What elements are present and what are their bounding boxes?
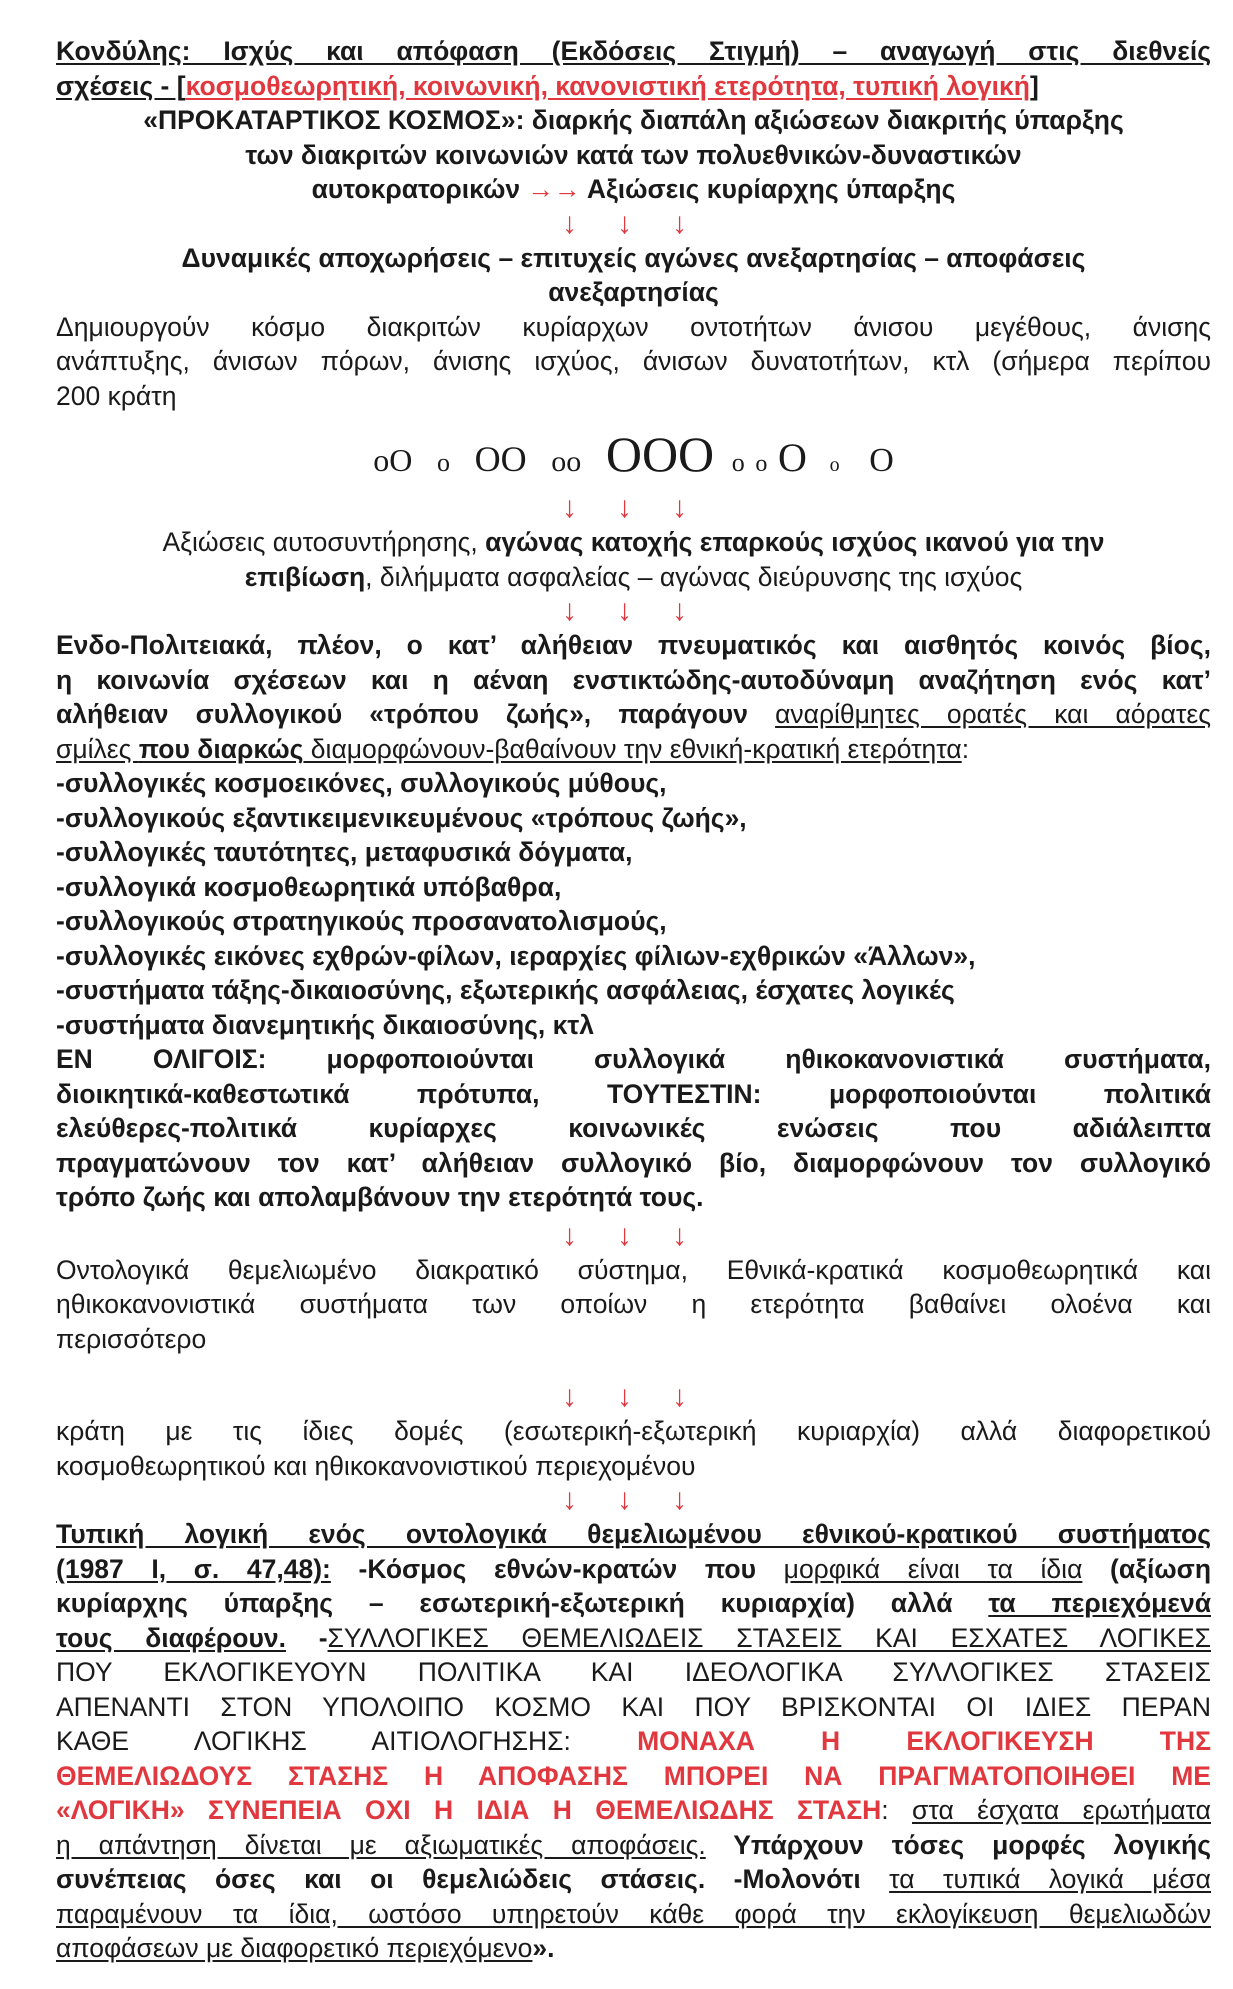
citation: (1987 Ι, σ. 47,48): bbox=[56, 1553, 331, 1584]
formal-logic-line3-bold: κυρίαρχης ύπαρξης – εσωτερική-εξωτερική κυριαρχία) αλλά bbox=[56, 1588, 989, 1618]
unequal-world-line1: Δημιουργούν κόσμο διακριτών κυρίαρχων οντοτήτων άνισου μεγέθους, άνισης bbox=[56, 311, 1211, 342]
formal-logic-line7-red: ΜΟΝΑΧΑ Η ΕΚΛΟΓΙΚΕΥΣΗ ΤΗΣ bbox=[637, 1726, 1211, 1756]
down-arrows-1 bbox=[56, 207, 1211, 241]
in-short-line4: πραγματώνουν τον κατ’ αλήθειαν συλλογικό βίο, διαμορφώνουν τον συλλογικό bbox=[56, 1147, 1211, 1178]
in-short-line1: ΕΝ ΟΛΙΓΟΙΣ: μορφοποιούνται συλλογικά ηθικοκανονιστικά συστήματα, bbox=[56, 1044, 1211, 1074]
down-arrow-icon: ↓ bbox=[672, 1218, 705, 1252]
circle-glyph: o bbox=[755, 451, 768, 477]
preliminary-world-line3 bbox=[56, 172, 1211, 207]
in-short-line2: διοικητικά-καθεστωτικά πρότυπα, ΤΟΥΤΕΣΤΙΝ: μορφοποιούνται πολιτικά bbox=[56, 1078, 1211, 1109]
preliminary-world-line1: «ΠΡΟΚΑΤΑΡΤΙΚΟΣ ΚΟΣΜΟΣ»: διαρκής διαπάλη αξιώσεων διακριτής ύπαρξης bbox=[143, 105, 1124, 135]
differ-phrase: τους διαφέρουν. bbox=[56, 1622, 286, 1653]
formal-logic-line11-bold: συνέπειας όσες και οι θεμελιώδεις στάσεις. -Μολονότι bbox=[56, 1864, 890, 1894]
intra-state-line3 bbox=[56, 697, 1211, 732]
list-item: -συλλογικές εικόνες εχθρών-φίλων, ιεραρχίες φίλιων-εχθρικών «Άλλων», bbox=[56, 940, 976, 971]
down-arrow-icon: ↓ bbox=[562, 206, 595, 240]
ontological-system-line1: Οντολογικά θεμελιωμένο διακρατικό σύστημα, Εθνικά-κρατικά κοσμοθεωρητικά και bbox=[56, 1254, 1211, 1285]
collective-list bbox=[56, 766, 1211, 1042]
preliminary-world-line3-end: Αξιώσεις κυρίαρχης ύπαρξης bbox=[580, 174, 956, 204]
down-arrows-5 bbox=[56, 1380, 1211, 1414]
down-arrows-4 bbox=[56, 1219, 1211, 1253]
down-arrow-icon: ↓ bbox=[562, 594, 595, 627]
formal-logic-line10-bold: Υπάρχουν τόσες μορφές λογικής bbox=[705, 1829, 1211, 1860]
header-red-keywords: κοσμοθεωρητική, κοινωνική, κανονιστική ετερότητα, τυπική λογική bbox=[185, 70, 1030, 101]
circle-glyph: o bbox=[731, 448, 745, 477]
circle-glyph: OOO bbox=[605, 426, 715, 482]
document-body bbox=[56, 34, 1211, 1966]
independence-line2: ανεξαρτησίας bbox=[548, 277, 719, 307]
self-preservation-end: , διλήμματα ασφαλείας – αγώνας διεύρυνσης της ισχύος bbox=[365, 561, 1023, 592]
formal-logic-line13 bbox=[56, 1931, 1211, 1966]
dash: - bbox=[285, 1622, 328, 1653]
down-arrow-icon: ↓ bbox=[562, 1483, 595, 1516]
down-arrows-6 bbox=[56, 1483, 1211, 1517]
spacer bbox=[56, 1356, 1211, 1380]
down-arrow-icon: ↓ bbox=[672, 594, 705, 627]
unequal-world-line2: ανάπτυξης, άνισων πόρων, άνισης ισχύος, άνισων δυνατοτήτων, κτλ (σήμερα περίπου bbox=[56, 346, 1211, 376]
axiomatic-decisions-phrase: η απάντηση δίνεται με αξιωματικές αποφάσεις. bbox=[56, 1829, 706, 1860]
down-arrow-icon: ↓ bbox=[562, 491, 595, 524]
down-arrow-icon: ↓ bbox=[562, 1218, 595, 1252]
formal-logic-line9 bbox=[56, 1793, 1211, 1828]
intra-state-line1: Ενδο-Πολιτειακά, πλέον, ο κατ’ αλήθειαν πνευματικός και αισθητός κοινός βίος, bbox=[56, 630, 1211, 660]
intra-state-line2: η κοινωνία σχέσεων και η αέναη ενστικτώδης-αυτοδύναμη αναζήτηση ενός κατ’ bbox=[56, 664, 1211, 695]
header-title-line2 bbox=[56, 69, 1211, 104]
down-arrow-icon: ↓ bbox=[672, 1380, 705, 1413]
formal-logic-line10 bbox=[56, 1828, 1211, 1863]
down-arrow-icon: ↓ bbox=[617, 206, 650, 240]
formal-logic-line2-bold2: (αξίωση bbox=[1082, 1553, 1212, 1584]
down-arrow-icon: ↓ bbox=[617, 1218, 650, 1252]
colon: : bbox=[881, 1795, 913, 1825]
formal-logic-line8: ΘΕΜΕΛΙΩΔΟΥΣ ΣΤΑΣΗΣ Η ΑΠΟΦΑΣΗΣ ΜΠΟΡΕΙ ΝΑ ΠΡΑΓΜΑΤΟΠΟΙΗΘΕΙ ΜΕ bbox=[56, 1760, 1211, 1791]
list-item: -συλλογικούς εξαντικειμενικευμένους «τρόπους ζωής», bbox=[56, 802, 747, 833]
continually-phrase: που διαρκώς bbox=[138, 733, 304, 764]
circle-glyph: o bbox=[436, 448, 450, 477]
circle-glyph: O bbox=[778, 435, 807, 480]
double-right-arrow-icon: →→ bbox=[527, 174, 581, 204]
preliminary-world-line2: των διακριτών κοινωνιών κατά των πολυεθνικών-δυναστικών bbox=[245, 139, 1022, 170]
down-arrows-2 bbox=[56, 491, 1211, 525]
circle-glyph: o bbox=[829, 454, 840, 476]
down-arrow-icon: ↓ bbox=[617, 1380, 650, 1413]
self-preservation-line1 bbox=[56, 525, 1211, 560]
in-short-line5: τρόπο ζωής και απολαμβάνουν την ετερότητά τους. bbox=[56, 1182, 704, 1212]
circle-glyph: oo bbox=[551, 445, 582, 478]
down-arrow-icon: ↓ bbox=[672, 1483, 705, 1516]
intra-state-line3-bold: αλήθειαν συλλογικού «τρόπου ζωής», παράγουν bbox=[56, 699, 776, 729]
self-preservation-bold: αγώνας κατοχής επαρκούς ισχύος ικανού για την bbox=[485, 527, 1105, 557]
unequal-world-line3: 200 κράτη bbox=[56, 380, 177, 411]
self-preservation-line2 bbox=[56, 560, 1211, 595]
down-arrow-icon: ↓ bbox=[617, 1483, 650, 1516]
formal-logic-title: Τυπική λογική ενός οντολογικά θεμελιωμένου εθνικού-κρατικού συστήματος bbox=[56, 1519, 1211, 1549]
formally-same-phrase: μορφικά είναι τα ίδια bbox=[783, 1553, 1083, 1584]
formal-logic-line9-red: «ΛΟΓΙΚΗ» ΣΥΝΕΠΕΙΑ ΟΧΙ Η ΙΔΙΑ Η ΘΕΜΕΛΙΩΔΗΣ ΣΤΑΣΗ bbox=[56, 1795, 882, 1825]
circle-glyph: oO bbox=[373, 442, 413, 478]
down-arrow-icon: ↓ bbox=[672, 491, 705, 524]
intra-state-line4 bbox=[56, 732, 1211, 767]
same-structures-line1: κράτη με τις ίδιες δομές (εσωτερική-εξωτερική κυριαρχία) αλλά διαφορετικού bbox=[56, 1416, 1211, 1446]
header-title-line1: Κονδύλης: Ισχύς και απόφαση (Εκδόσεις Στιγμή) – αναγωγή στις διεθνείς bbox=[56, 36, 1211, 66]
list-item: -συστήματα τάξης-δικαιοσύνης, εξωτερικής ασφάλειας, έσχατες λογικές bbox=[56, 975, 955, 1005]
down-arrow-icon: ↓ bbox=[562, 1380, 595, 1413]
survival-word: επιβίωση bbox=[244, 561, 366, 592]
down-arrow-icon: ↓ bbox=[617, 491, 650, 524]
different-content-phrase: αποφάσεων με διαφορετικό περιεχόμενο bbox=[56, 1933, 533, 1963]
independence-line1: Δυναμικές αποχωρήσεις – επιτυχείς αγώνες ανεξαρτησίας – αποφάσεις bbox=[181, 242, 1086, 273]
same-structures-line2: κοσμοθεωρητικού και ηθικοκανονιστικού περιεχομένου bbox=[56, 1450, 696, 1481]
closing-quote: ». bbox=[532, 1933, 555, 1963]
in-short-line3: ελεύθερες-πολιτικά κυρίαρχες κοινωνικές ενώσεις που αδιάλειπτα bbox=[56, 1113, 1211, 1143]
header-prefix: σχέσεις - [ bbox=[56, 70, 186, 101]
formal-logic-line3 bbox=[56, 1586, 1211, 1621]
circle-glyph: OO bbox=[474, 439, 527, 479]
down-arrow-icon: ↓ bbox=[672, 206, 705, 240]
header-suffix: ] bbox=[1030, 70, 1039, 101]
ontological-system-line3: περισσότερο bbox=[56, 1323, 207, 1354]
collective-stances-caps: ΣΥΛΛΟΓΙΚΕΣ ΘΕΜΕΛΙΩΔΕΙΣ ΣΤΑΣΕΙΣ ΚΑΙ ΕΣΧΑΤΕΣ ΛΟΓΙΚΕΣ bbox=[327, 1622, 1211, 1653]
list-item: -συλλογικά κοσμοθεωρητικά υπόβαθρα, bbox=[56, 871, 562, 902]
self-preservation-start: Αξιώσεις αυτοσυντήρησης, bbox=[162, 527, 486, 557]
preliminary-world-line3-start: αυτοκρατορικών bbox=[311, 174, 528, 204]
circle-glyph: O bbox=[869, 442, 894, 479]
intra-state-line3-underlined: αναρίθμητες ορατές και αόρατες bbox=[775, 699, 1211, 729]
ontological-system-line2: ηθικοκανονιστικά συστήματα των οποίων η ετερότητα βαθαίνει ολοένα και bbox=[56, 1289, 1211, 1319]
formal-logic-line5: ΠΟΥ ΕΚΛΟΓΙΚΕΥΟΥΝ ΠΟΛΙΤΙΚΑ ΚΑΙ ΙΔΕΟΛΟΓΙΚΑ ΣΥΛΛΟΓΙΚΕΣ ΣΤΑΣΕΙΣ bbox=[56, 1657, 1211, 1687]
otherness-phrase: διαμορφώνουν-βαθαίνουν την εθνική-κρατική ετερότητα bbox=[303, 733, 962, 764]
colon: : bbox=[961, 733, 970, 764]
logical-means-phrase: τα τυπικά λογικά μέσα bbox=[889, 1864, 1211, 1894]
formal-logic-line2-bold: -Κόσμος εθνών-κρατών που bbox=[330, 1553, 784, 1584]
formal-logic-line12: παραμένουν τα ίδια, ωστόσο υπηρετούν κάθε φορά την εκλογίκευση θεμελιωδών bbox=[56, 1898, 1211, 1929]
down-arrow-icon: ↓ bbox=[617, 594, 650, 627]
formal-logic-line7 bbox=[56, 1724, 1211, 1759]
list-item: -συλλογικές ταυτότητες, μεταφυσικά δόγματα, bbox=[56, 837, 633, 867]
contents-phrase: τα περιεχόμενά bbox=[988, 1588, 1211, 1618]
formal-logic-line11 bbox=[56, 1862, 1211, 1897]
list-item: -συστήματα διανεμητικής δικαιοσύνης, κτλ bbox=[56, 1009, 594, 1040]
unequal-states-circles bbox=[56, 423, 1211, 485]
chisels-word: σμίλες bbox=[56, 733, 139, 764]
down-arrows-3 bbox=[56, 594, 1211, 628]
list-item: -συλλογικές κοσμοεικόνες, συλλογικούς μύθους, bbox=[56, 768, 667, 798]
formal-logic-line7-start: ΚΑΘΕ ΛΟΓΙΚΗΣ ΑΙΤΙΟΛΟΓΗΣΗΣ: bbox=[56, 1726, 638, 1756]
ultimate-questions-phrase: στα έσχατα ερωτήματα bbox=[912, 1795, 1211, 1825]
list-item: -συλλογικούς στρατηγικούς προσανατολισμούς, bbox=[56, 906, 667, 936]
formal-logic-line6: ΑΠΕΝΑΝΤΙ ΣΤΟΝ ΥΠΟΛΟΙΠΟ ΚΟΣΜΟ ΚΑΙ ΠΟΥ ΒΡΙΣΚΟΝΤΑΙ ΟΙ ΙΔΙΕΣ ΠΕΡΑΝ bbox=[56, 1691, 1211, 1722]
formal-logic-line4 bbox=[56, 1621, 1211, 1656]
formal-logic-line2 bbox=[56, 1552, 1211, 1587]
